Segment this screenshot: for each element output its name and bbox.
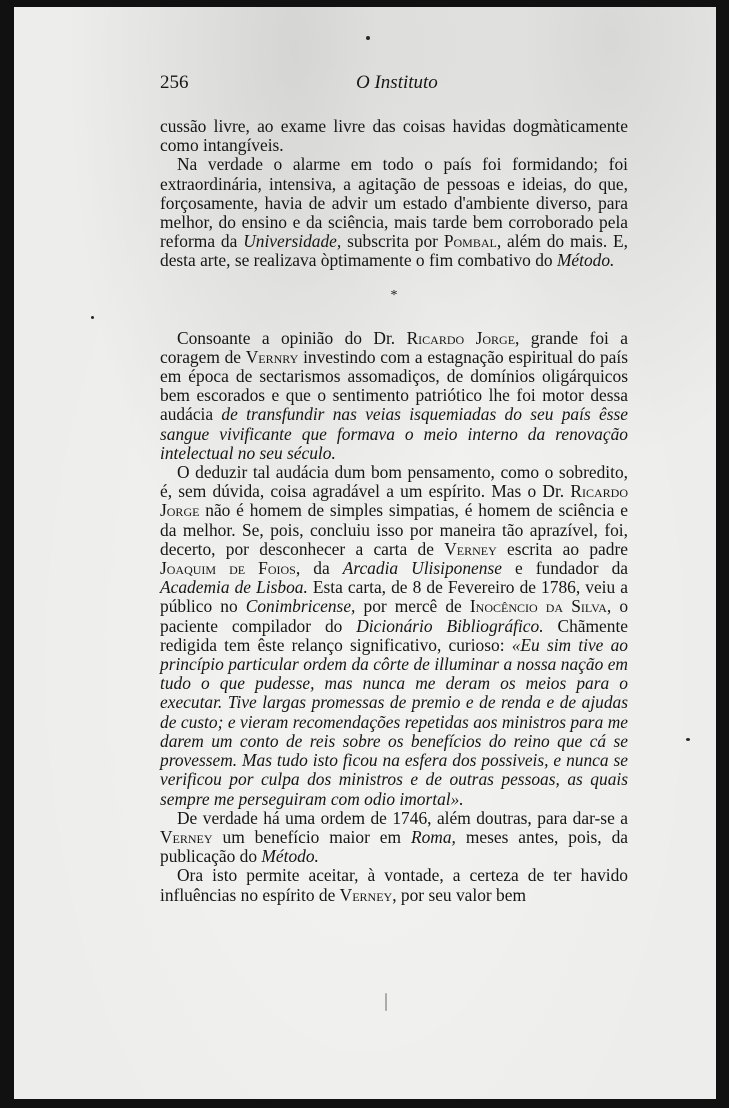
text-run: subscrita por	[341, 231, 444, 252]
text-run: cussão livre, ao exame livre das coisas havidas dogmàticamente como intangíveis.	[160, 116, 628, 156]
italic-text: Universidade,	[243, 231, 342, 252]
name-smallcaps: Joaquim de Foios	[160, 558, 296, 579]
name-smallcaps: Verney	[444, 538, 497, 559]
italic-text: Roma,	[410, 826, 456, 847]
ink-speck	[686, 738, 690, 741]
text-run: um benefício maior em	[212, 826, 411, 847]
page-header	[160, 72, 625, 96]
text-run: O deduzir tal audácia dum bom pensamento, como o sobredito, é, sem dúvida, coisa agradável a um espírito. Mas o Dr.	[160, 462, 628, 502]
paragraph	[160, 866, 628, 904]
text-run: Ora isto permite aceitar, à vontade, a certeza de ter havido influências no espírito de	[160, 865, 628, 905]
text-run: meses antes, pois, da publicação do	[160, 826, 628, 867]
name-smallcaps: Ricardo Jorge	[406, 327, 516, 348]
italic-text: Conimbricense,	[245, 596, 356, 617]
paragraph	[160, 329, 628, 463]
italic-text: «Eu sim tive ao princípio particular ordem da côrte de illuminar a nossa nação em tudo o que pudesse, mas nunca me deram os meios para o executar. Tive largas promessas de premio e de renda e de ajudas de custo; e vieram recomendações repetidas aos ministros para me darem um conto de reis sobre os benefícios do reino que cá se provessem. Mas tudo isto ficou na esfera dos possiveis, e nunca se verificou por culpa dos ministros e de outras pessoas, as quais sempre me perseguiram com odio imortal».	[160, 634, 628, 809]
text-run: , além do mais. E, desta arte, se realizava òptimamente o fim combativo do	[160, 231, 628, 271]
text-run: Na verdade o alarme em todo o país foi formidando; foi extraordinária, intensiva, a agitação de pessoas e ideias, do que, forçosamente, havia de advir um estado d'ambiente diverso, para melhor, do ensino e da sciência, mais tarde bem corroborado pela reforma da	[160, 154, 628, 252]
text-run: Chãmente redigida tem êste relanço significativo, curioso:	[160, 615, 628, 655]
name-smallcaps: Pombal	[443, 231, 497, 252]
text-run: por mercê de	[355, 596, 470, 617]
paragraph	[160, 463, 628, 809]
text-run: Esta carta, de 8 de Fevereiro de 1786, veiu a público no	[160, 577, 628, 617]
text-run: De verdade há uma ordem de 1746, além doutras, para dar-se a	[177, 807, 628, 828]
name-smallcaps: Ricardo Jorge	[160, 481, 628, 521]
paragraph	[160, 155, 628, 270]
text-run: , por seu valor bem	[392, 884, 526, 905]
ink-speck	[366, 36, 370, 40]
section-separator: *	[390, 287, 398, 303]
running-title: O Instituto	[356, 72, 438, 93]
italic-text: Dicionário Bibliográfico.	[356, 615, 544, 636]
page-number: 256	[160, 72, 189, 93]
text-run: , o paciente compilador do	[160, 596, 629, 636]
text-run: investindo com a estagnação espiritual do país em época de sectarismos assomadiços, de domínios oligárquicos bem escorados e que o sentimento patriótico lhe foi motor dessa audácia	[160, 346, 628, 425]
italic-text: de transfundir nas veias isquemiadas do seu país êsse sangue vivificante que formava o meio interno da renovação intelectual no seu século.	[160, 404, 628, 463]
paragraph	[160, 117, 628, 155]
paragraph	[160, 809, 628, 867]
text-run: escrita ao padre	[496, 538, 628, 559]
name-smallcaps: Verney	[339, 884, 393, 905]
name-smallcaps: Vernry	[245, 346, 299, 367]
ink-speck	[385, 993, 387, 1011]
text-run: Consoante a opinião do Dr.	[177, 327, 407, 348]
text-run: , grande foi a coragem de	[160, 327, 629, 367]
body-text	[160, 117, 628, 905]
name-smallcaps: Verney	[160, 826, 213, 847]
name-smallcaps: Inocêncio da Silva	[469, 596, 607, 617]
text-run: , da	[295, 558, 343, 579]
text-run: não é homem de simples simpatias, é homem de sciência e da melhor. Se, pois, concluiu isso por maneira tão aprazível, foi, decerto, por desconhecer a carta de	[160, 500, 628, 559]
ink-speck	[91, 316, 94, 319]
italic-text: Método.	[556, 250, 615, 271]
text-run: e fundador da	[501, 558, 628, 579]
italic-text: Método.	[261, 846, 319, 867]
italic-text: Academia de Lisboa.	[160, 577, 308, 598]
italic-text: Arcadia Ulisiponense	[342, 558, 502, 579]
